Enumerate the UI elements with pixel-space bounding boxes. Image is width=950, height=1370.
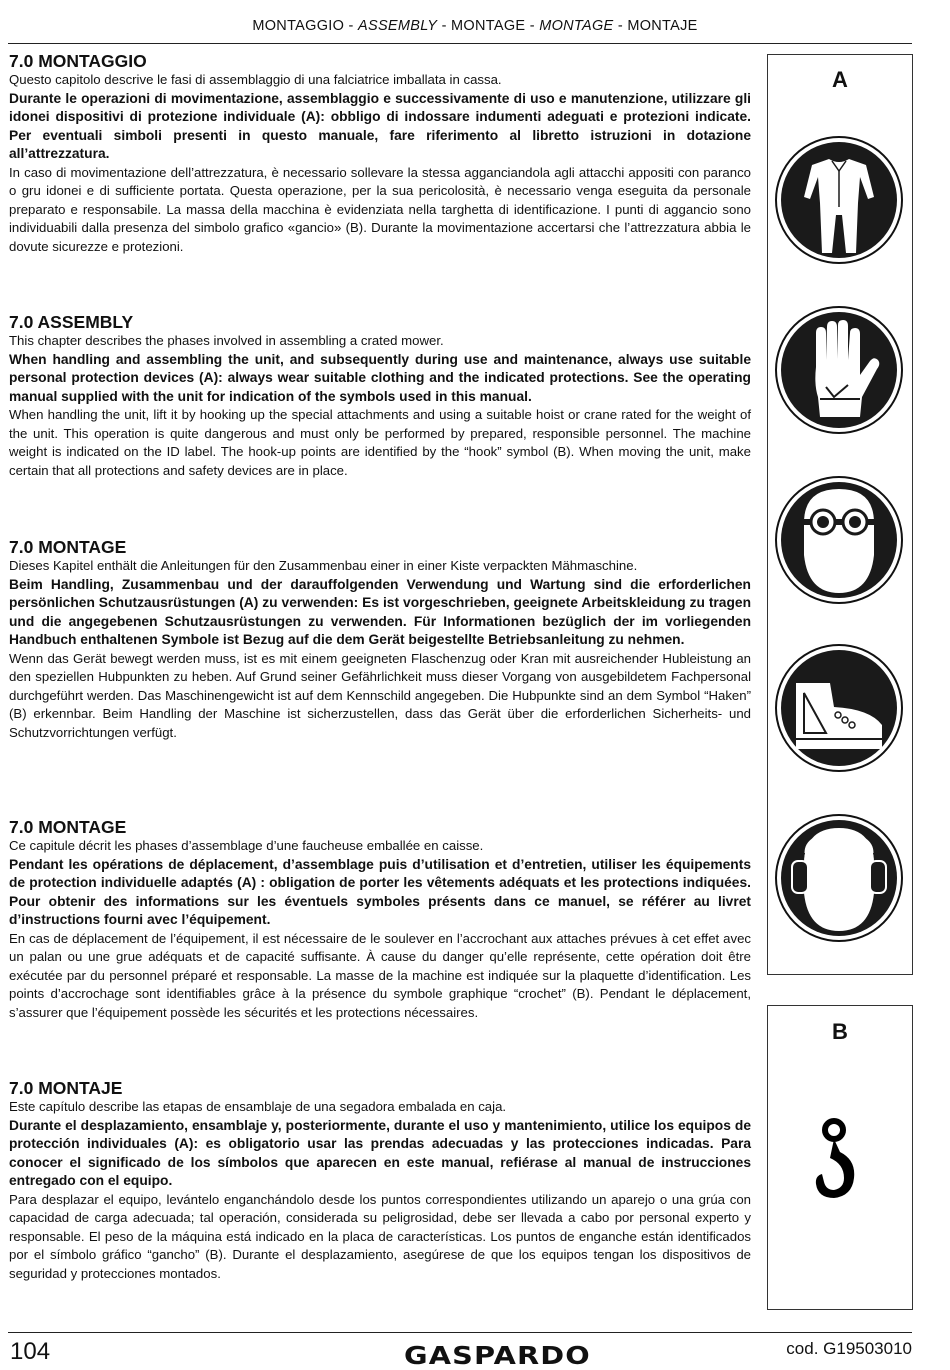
section-intro: This chapter describes the phases involved in assembling a crated mower. [9, 333, 444, 348]
footer-divider [8, 1332, 912, 1333]
section-intro: Ce capitule décrit les phases d’assemblage d’une faucheuse emballée en caisse. [9, 838, 484, 853]
section-warning: Durante le operazioni di movimentazione, assemblaggio e successivamente di uso e manutenzione, utilizzare gli idonei dispositivi di protezione individuale (A): obbligo di indossare indumenti adeguati e protezioni indicate. Per eventuali simboli presenti in questo manuale, fare riferimento al libretto istruzioni in dotazione all’attrezzatura. [9, 90, 751, 161]
header-divider [8, 43, 912, 44]
brand-logo: GASPARDO [404, 1341, 591, 1370]
header-part: ASSEMBLY [358, 18, 438, 34]
ear-protection-icon [774, 813, 904, 943]
section-body: In caso di movimentazione dell’attrezzatura, è necessario sollevare la stessa agganciandola agli attacchi appositi con paranco o gru idonei e di sufficiente portata. Questa operazione, per la sua pericolosità, è necessario venga eseguita da personale preparato e responsabile. La massa della macchina è evidenziata nella targhetta di identificazione. I punti di aggancio sono individuabili dalla presenza del simbolo grafico «gancio» (B). Durante la movimentazione accertarsi che l’attrezzatura abbia le dovute sicurezze e protezioni. [9, 164, 751, 254]
figure-box-a [767, 54, 913, 975]
section-spanish [9, 1078, 751, 1283]
section-german [9, 537, 751, 742]
section-intro: Questo capitolo descrive le fasi di assemblaggio di una falciatrice imballata in cassa. [9, 72, 502, 87]
section-title: 7.0 MONTAJE [9, 1078, 123, 1098]
page-number: 104 [10, 1338, 51, 1365]
section-french [9, 817, 751, 1022]
section-intro: Este capítulo describe las etapas de ensamblaje de una segadora embalada en caja. [9, 1099, 507, 1114]
section-title: 7.0 MONTAGE [9, 537, 127, 557]
section-title: 7.0 MONTAGE [9, 817, 127, 837]
section-intro: Dieses Kapitel enthält die Anleitungen für den Zusammenbau einer in einer Kiste verpackten Mähmaschine. [9, 558, 638, 573]
section-warning: Beim Handling, Zusammenbau und der darauffolgenden Verwendung und Wartung sind die erforderlichen persönlichen Schutzausrüstungen (A) zu verwenden: Es ist vorgeschrieben, geeignete Arbeitskleidung zu tragen und die angegebenen Schutzausrüstungen zu verwenden. Für Informationen bezüglich der im vorliegenden Handbuch enthaltenen Symbole ist Bezug auf die dem Gerät beigestellte Betriebsanleitung zu nehmen. [9, 576, 751, 647]
section-english [9, 312, 751, 480]
section-italian [9, 51, 751, 256]
section-body: Wenn das Gerät bewegt werden muss, ist es mit einem geeigneten Flaschenzug oder Kran mit ausreichender Hubleistung an den speziellen Hubpunkten zu heben. Auf Grund seiner Gefährlichkeit muss dieser Vorgang von ausgebildetem Fachpersonal durchgeführt werden. Das Maschinengewicht ist auf dem Kennschild angegeben. Die Hubpunkte sind an dem Symbol “Haken” (B) erkennbar. Beim Handling der Maschine ist sicherzustellen, dass das Gerät über die erforderlichen Sicherheits- und Schutzvorrichtungen verfügt. [9, 650, 751, 740]
header-part: MONTAGE [451, 18, 526, 34]
section-title: 7.0 MONTAGGIO [9, 51, 147, 71]
page-header: MONTAGGIO - ASSEMBLY - MONTAGE - MONTAGE - MONTAJE [252, 18, 698, 34]
section-warning: Durante el desplazamiento, ensamblaje y, posteriormente, durante el uso y mantenimiento, utilice los equipos de protección individuales (A): es obligatorio usar las prendas adecuadas y las protecciones indicadas. Para conocer el significado de los símbolos que aparecen en este manual, refiérase al manual de instrucciones entregado con el equipo. [9, 1117, 751, 1188]
section-body: En cas de déplacement de l’équipement, il est nécessaire de le soulever en l’accrochant aux attaches prévues à cet effet avec un palan ou une grue adéquats et de capacité suffisante. À cause du danger qu’elle représente, cette opération doit être exécutée par du personnel préparé et responsable. La masse de la machine est indiquée sur la plaquette d’identification. Les points d’accrochage sont identifiables grâce à la présence du symbole graphique “crochet” (B). Pendant le déplacement, s’assurer que l’équipement possède les sécurités et les protections nécessaires. [9, 930, 751, 1020]
safety-boot-icon [774, 643, 904, 773]
hook-icon [810, 1116, 872, 1206]
document-code: cod. G19503010 [786, 1339, 912, 1358]
figure-label-a: A [832, 67, 848, 92]
protective-suit-icon [774, 135, 904, 265]
section-warning: When handling and assembling the unit, and subsequently during use and maintenance, always use suitable personal protection devices (A): always wear suitable clothing and the indicated protections. See the operating manual supplied with the unit for indication of the symbols used in this manual. [9, 351, 751, 404]
section-warning: Pendant les opérations de déplacement, d’assemblage puis d’utilisation et d’entretien, utiliser les équipements de protection individuelle adaptés (A) : obligation de porter les vêtements adéquats et les protections indiquées. Pour obtenir des informations sur les éventuels symboles présents dans ce manuel, se référer au livret d’instructions fourni avec l’équipement. [9, 856, 751, 927]
section-title: 7.0 ASSEMBLY [9, 312, 134, 332]
section-body: Para desplazar el equipo, levántelo enganchándolo desde los puntos correspondientes utilizando un aparejo o una grúa con capacidad de carga adecuada; tal operación, considerada su peligrosidad, debe ser llevada a cabo por personal experto y responsable. El peso de la máquina está indicado en la placa de características. Los puntos de enganche están identificados por el símbolo gráfico “gancho” (B). Durante el desplazamiento, asegúrese de que los equipos tengan los dispositivos de seguridad y protecciones montados. [9, 1191, 751, 1281]
header-part: MONTAGE [539, 18, 614, 34]
header-part: MONTAJE [627, 18, 698, 34]
goggles-icon [774, 475, 904, 605]
figure-box-b [767, 1005, 913, 1310]
figure-label-b: B [832, 1019, 848, 1044]
header-part: MONTAGGIO [252, 18, 345, 34]
section-body: When handling the unit, lift it by hooking up the special attachments and using a suitable hoist or crane rated for the weight of the unit. This operation is quite dangerous and must only be performed by prepared, responsible personnel. The machine weight is indicated on the ID label. The hook-up points are identified by the “hook” symbol (B). When moving the unit, make certain that all protections and safety devices are in place. [9, 407, 751, 478]
gloves-icon [774, 305, 904, 435]
